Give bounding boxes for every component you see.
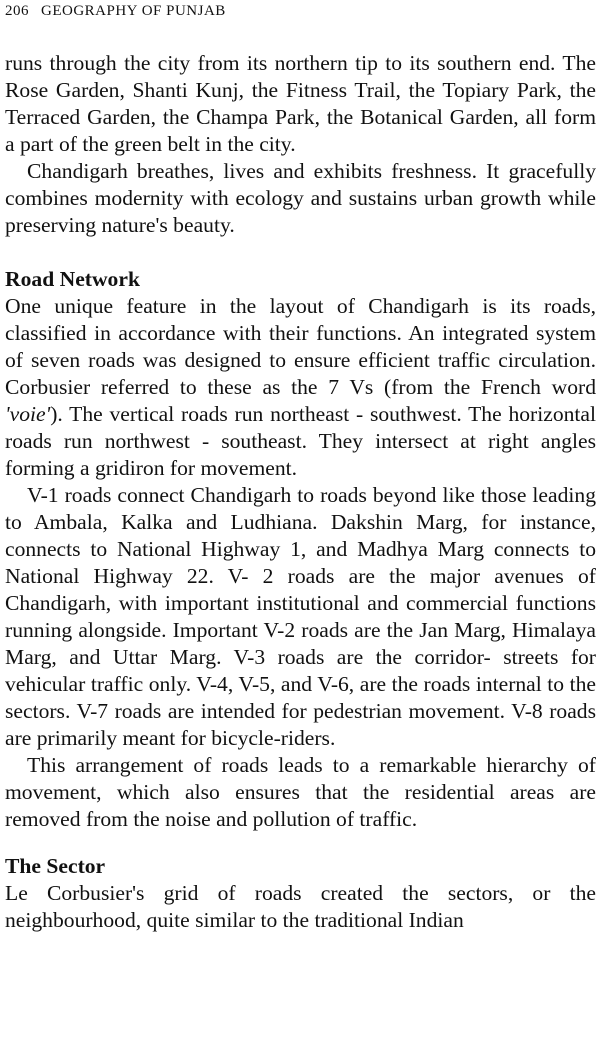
paragraph-green-belt: runs through the city from its northern tip to its southern end. The Rose Garden, Shanti Kunj, the Fitness Trail, the Topiary Park, the Terraced Garden, the Champa Park, the Botanical Garden, all form a part of the green belt in the city. (5, 51, 596, 156)
road-layout-text-start: One unique feature in the layout of Chandigarh is its roads, classified in accordance with their functions. An integrated system of seven roads was designed to ensure efficient traffic circulation. Corbusier referred to these as the 7 Vs (from the French word (5, 294, 596, 399)
section-heading-the-sector: The Sector (5, 854, 106, 878)
paragraph-sector: Le Corbusier's grid of roads created the sectors, or the neighbourhood, quite similar to the traditional Indian (5, 881, 596, 932)
paragraph-freshness: Chandigarh breathes, lives and exhibits freshness. It gracefully combines modernity with ecology and sustains urban growth while preserving nature's beauty. (5, 159, 596, 237)
page-body (5, 50, 596, 934)
running-title: GEOGRAPHY OF PUNJAB (41, 3, 226, 19)
paragraph-hierarchy: This arrangement of roads leads to a remarkable hierarchy of movement, which also ensures that the residential areas are removed from the noise and pollution of traffic. (5, 753, 596, 831)
road-layout-text-end: ). The vertical roads run northeast - southwest. The horizontal roads run northwest - southeast. They intersect at right angles forming a gridiron for movement. (5, 402, 596, 480)
paragraph-road-types: V-1 roads connect Chandigarh to roads beyond like those leading to Ambala, Kalka and Ludhiana. Dakshin Marg, for instance, connects to National Highway 1, and Madhya Marg connects to National Highway 22. V- 2 roads are the major avenues of Chandigarh, with important institutional and commercial functions running alongside. Important V-2 roads are the Jan Marg, Himalaya Marg, and Uttar Marg. V-3 roads are the corridor- streets for vehicular traffic only. V-4, V-5, and V-6, are the roads internal to the sectors. V-7 roads are intended for pedestrian movement. V-8 roads are primarily meant for bicycle-riders. (5, 483, 596, 750)
voie-term: 'voie' (5, 402, 51, 426)
section-heading-road-network: Road Network (5, 267, 140, 291)
paragraph-road-layout (5, 293, 596, 482)
page-number: 206 (5, 3, 29, 19)
running-header (5, 2, 226, 20)
